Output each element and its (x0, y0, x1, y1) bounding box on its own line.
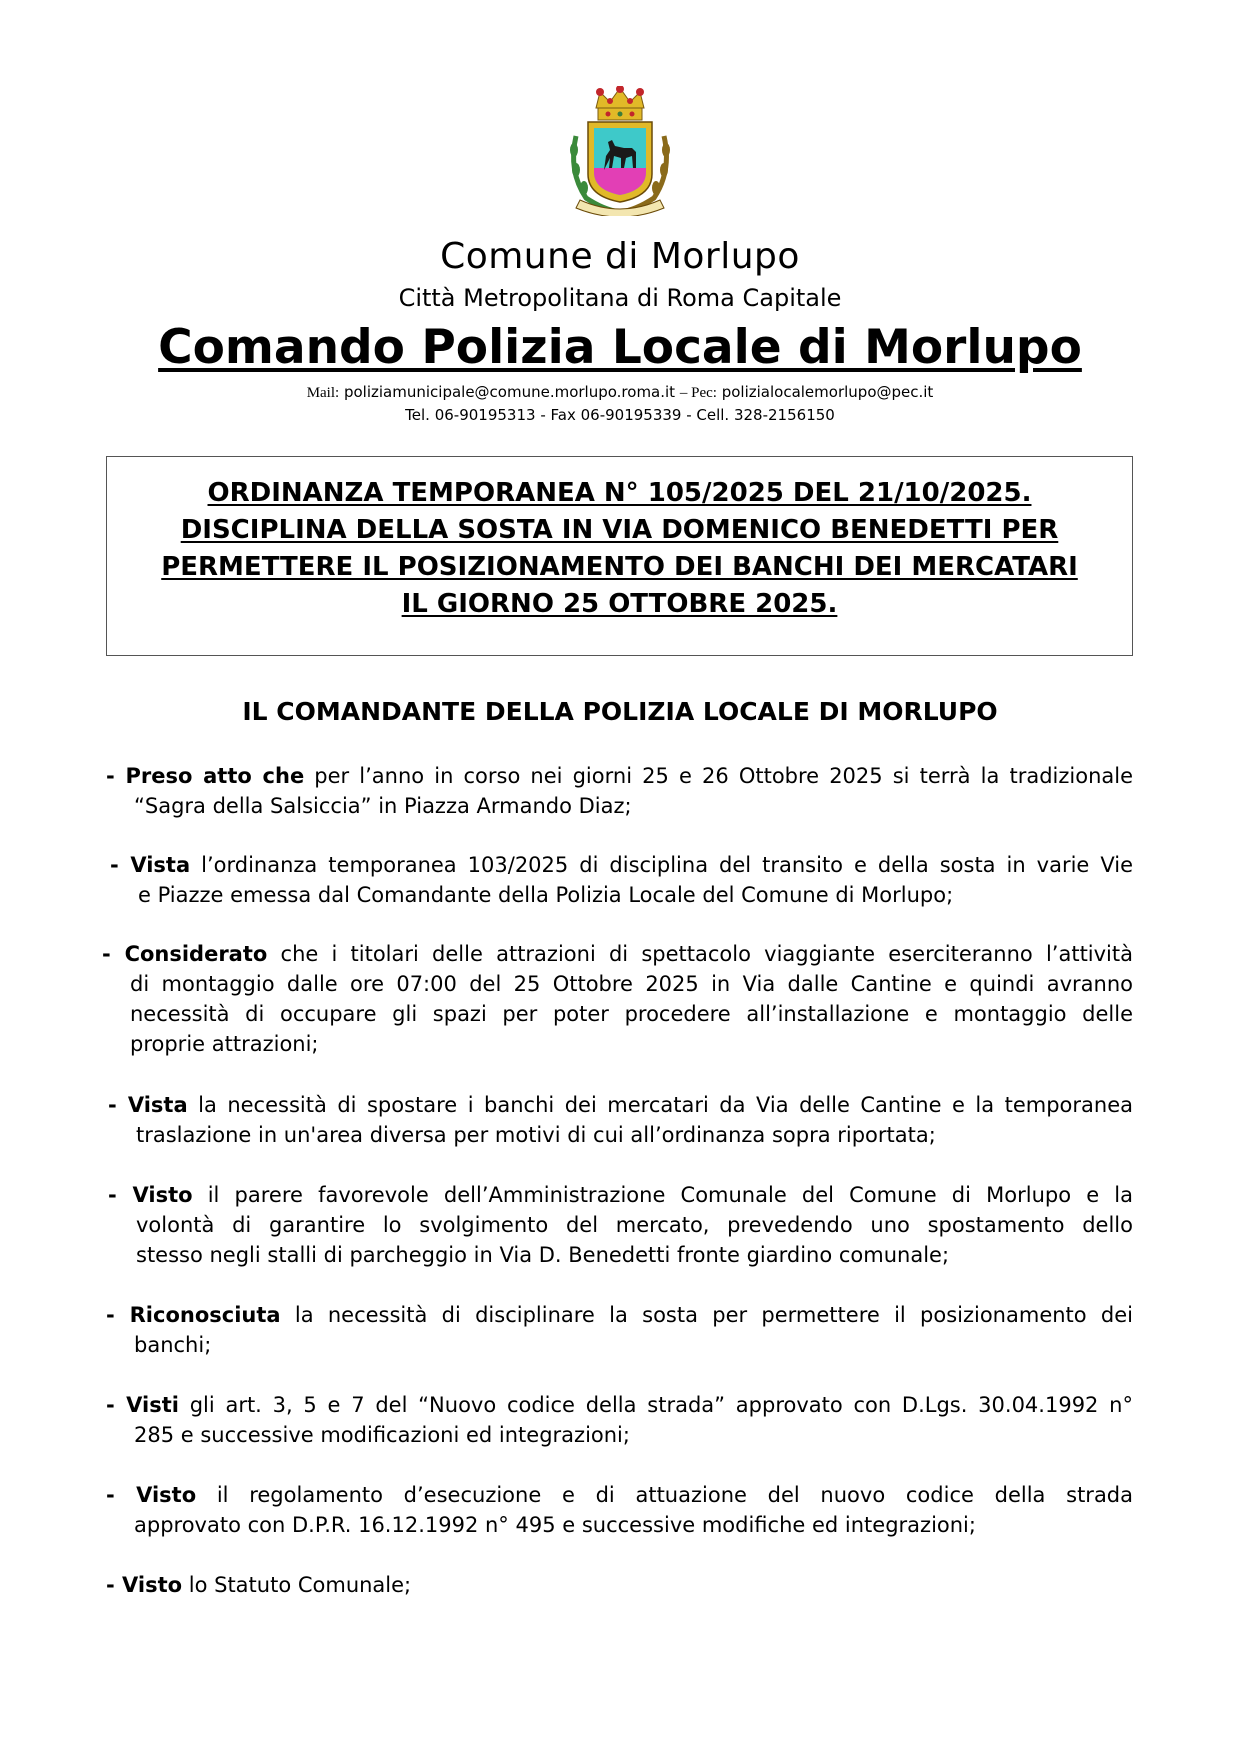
premise-line: traslazione in un'area diversa per motivi di cui all’ordinanza sopra riportata; (136, 1123, 936, 1147)
premise-text: il parere favorevole dell’Amministrazione Comunale del Comune di Morlupo e la (192, 1183, 1133, 1207)
premise-dash: - (106, 1393, 127, 1417)
premise-keyword: Visti (126, 1393, 179, 1417)
premise-dash: - (106, 1483, 137, 1507)
premise-line (108, 1180, 1133, 1210)
ordinance-subject-line-3: IL GIORNO 25 OTTOBRE 2025. (401, 589, 838, 619)
premise-keyword: Preso atto che (125, 764, 305, 788)
ordinance-number: ORDINANZA TEMPORANEA N° 105/2025 DEL 21/10/2025. (207, 478, 1032, 508)
premise-visto-statuto (106, 1570, 1133, 1600)
premise-line (102, 939, 1133, 969)
premise-text: lo Statuto Comunale; (182, 1573, 412, 1597)
ordinance-subject-line-1: DISCIPLINA DELLA SOSTA IN VIA DOMENICO BENEDETTI PER (180, 515, 1059, 545)
mail-address[interactable]: poliziamunicipale@comune.morlupo.roma.it (343, 383, 676, 401)
premise-keyword: Visto (136, 1483, 197, 1507)
premise-keyword: Visto (132, 1183, 193, 1207)
mail-line (0, 383, 1240, 402)
premise-line: stesso negli stalli di parcheggio in Via D. Benedetti fronte giardino comunale; (136, 1243, 950, 1267)
premise-dash: - (106, 1573, 123, 1597)
premise-text: la necessità di spostare i banchi dei mercatari da Via delle Cantine e la temporanea (187, 1093, 1133, 1117)
premise-keyword: Vista (127, 1093, 188, 1117)
premise-line (106, 1570, 1133, 1600)
pec-label: Pec: (691, 385, 717, 401)
premise-vista-ordinanza (110, 850, 1133, 910)
premise-vista-necessita (108, 1090, 1133, 1150)
premise-dash: - (108, 1093, 128, 1117)
premise-text: l’ordinanza temporanea 103/2025 di disciplina del transito e della sosta in varie Vie (190, 853, 1133, 877)
premise-keyword: Visto (122, 1573, 183, 1597)
premise-dash: - (106, 764, 126, 788)
premise-preso-atto (106, 761, 1133, 821)
premise-line (106, 1390, 1133, 1420)
premise-dash: - (106, 1303, 130, 1327)
coat-of-arms-logo (560, 86, 680, 216)
metropolitan-city: Città Metropolitana di Roma Capitale (398, 284, 842, 312)
premise-text: la necessità di disciplinare la sosta per permettere il posizionamento dei (280, 1303, 1133, 1327)
premise-keyword: Riconosciuta (129, 1303, 281, 1327)
premise-dash: - (102, 942, 125, 966)
pec-address[interactable]: polizialocalemorlupo@pec.it (721, 383, 934, 401)
premise-line: necessità di occupare gli spazi per poter procedere all’installazione e montaggio delle (130, 1002, 1133, 1026)
premise-text: gli art. 3, 5 e 7 del “Nuovo codice della strada” approvato con D.Lgs. 30.04.1992 n° (178, 1393, 1133, 1417)
premise-line (106, 761, 1133, 791)
police-command-title: Comando Polizia Locale di Morlupo (158, 320, 1082, 375)
premise-line: approvato con D.P.R. 16.12.1992 n° 495 e successive modifiche ed integrazioni; (134, 1513, 976, 1537)
premise-visti-art (106, 1390, 1133, 1450)
premise-line (110, 850, 1133, 880)
mail-label: Mail: (306, 385, 340, 401)
premise-keyword: Considerato (124, 942, 268, 966)
premise-text: che i titolari delle attrazioni di spettacolo viaggiante eserciteranno l’attività (267, 942, 1133, 966)
ordinance-subject-line-2: PERMETTERE IL POSIZIONAMENTO DEI BANCHI DEI MERCATARI (161, 552, 1078, 582)
ordinance-title-box (106, 456, 1133, 656)
premise-line: “Sagra della Salsiccia” in Piazza Armando Diaz; (134, 794, 632, 818)
municipality-name: Comune di Morlupo (440, 236, 800, 277)
premise-riconosciuta (106, 1300, 1133, 1360)
premise-keyword: Vista (130, 853, 191, 877)
premise-line (106, 1300, 1133, 1330)
premise-line (108, 1090, 1133, 1120)
dash-separator: – (679, 385, 692, 401)
premise-considerato (102, 939, 1133, 1059)
premise-line: di montaggio dalle ore 07:00 del 25 Ottobre 2025 in Via dalle Cantine e quindi avranno (130, 972, 1133, 996)
premise-text: per l’anno in corso nei giorni 25 e 26 Ottobre 2025 si terrà la tradizionale (304, 764, 1134, 788)
premise-line: volontà di garantire lo svolgimento del mercato, prevedendo uno spostamento dello (136, 1213, 1133, 1237)
premise-visto-regolamento (106, 1480, 1133, 1540)
premise-dash: - (110, 853, 131, 877)
commander-heading: IL COMANDANTE DELLA POLIZIA LOCALE DI MORLUPO (242, 697, 998, 726)
premise-text: il regolamento d’esecuzione e di attuazione del nuovo codice della strada (196, 1483, 1134, 1507)
premise-line: 285 e successive modificazioni ed integrazioni; (134, 1423, 630, 1447)
contact-numbers: Tel. 06-90195313 - Fax 06-90195339 - Cell. 328-2156150 (405, 406, 835, 424)
premise-dash: - (108, 1183, 133, 1207)
premise-line (106, 1480, 1133, 1510)
premise-visto-parere (108, 1180, 1133, 1270)
premise-line: proprie attrazioni; (130, 1032, 319, 1056)
premise-line: banchi; (134, 1333, 212, 1357)
premise-line: e Piazze emessa dal Comandante della Polizia Locale del Comune di Morlupo; (138, 883, 954, 907)
